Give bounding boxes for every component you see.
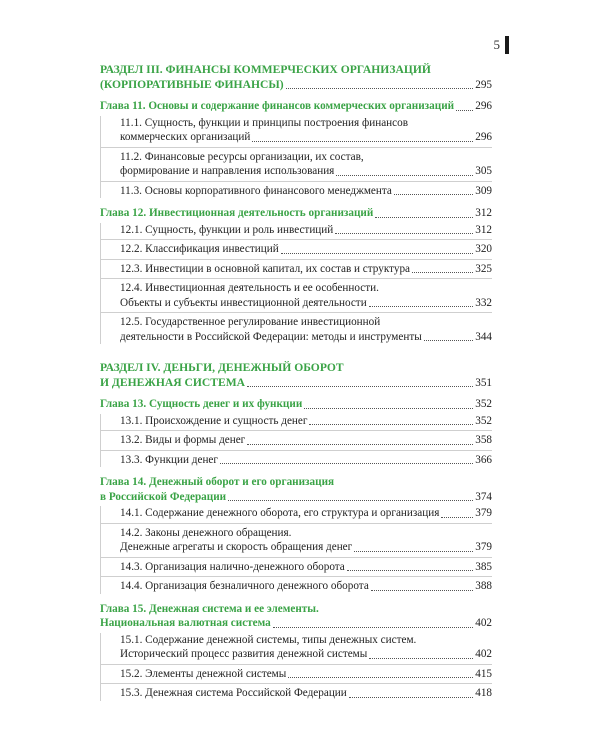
- sub-page-number: 312: [475, 223, 492, 236]
- sub-title-row: [120, 667, 492, 682]
- sub-title-row: [120, 262, 492, 277]
- sub-title-line: 12.5. Государственное регулирование инвестиционной: [120, 316, 381, 328]
- dot-leader: [336, 175, 473, 176]
- chapter-entry[interactable]: [100, 99, 492, 114]
- section-entry[interactable]: [100, 63, 492, 92]
- sub-entry[interactable]: [101, 686, 492, 701]
- dot-leader: [281, 253, 473, 254]
- sub-entry[interactable]: [101, 184, 492, 199]
- subsection-divider: [101, 664, 492, 665]
- dot-leader: [335, 233, 473, 234]
- sub-title-row: [120, 414, 492, 429]
- dot-leader: [424, 340, 473, 341]
- section-page-number: 351: [475, 376, 492, 389]
- sub-entry[interactable]: [101, 453, 492, 468]
- sub-page-number: 352: [475, 414, 492, 427]
- section-title-line: РАЗДЕЛ III. ФИНАНСЫ КОММЕРЧЕСКИХ ОРГАНИЗАЦИЙ: [100, 63, 431, 76]
- chapter-title-line: Глава 12. Инвестиционная деятельность организаций: [100, 207, 374, 219]
- section-title-line: И ДЕНЕЖНАЯ СИСТЕМА: [100, 375, 246, 389]
- dot-leader: [273, 627, 473, 628]
- subsection-divider: [101, 576, 492, 577]
- sub-entry[interactable]: [101, 242, 492, 257]
- dot-leader: [286, 88, 474, 89]
- dot-leader: [354, 551, 473, 552]
- dot-leader: [288, 677, 473, 678]
- chapter-title-line: Глава 15. Денежная система и ее элементы.: [100, 602, 319, 615]
- dot-leader: [309, 424, 473, 425]
- subsection-group: [100, 633, 492, 701]
- sub-title-line: 15.1. Содержание денежной системы, типы денежных систем.: [120, 633, 417, 646]
- subsection-divider: [101, 450, 492, 451]
- sub-title-line: 11.2. Финансовые ресурсы организации, их состав,: [120, 150, 364, 163]
- sub-title-line: 14.2. Законы денежного обращения.: [120, 526, 292, 539]
- sub-entry[interactable]: [101, 262, 492, 277]
- dot-leader: [394, 194, 473, 195]
- dot-leader: [441, 517, 473, 518]
- subsection-divider: [101, 181, 492, 182]
- sub-title-line: 12.3. Инвестиции в основной капитал, их состав и структура: [120, 262, 411, 275]
- subsection-divider: [101, 523, 492, 524]
- chapter-page-number: 402: [475, 617, 492, 629]
- subsection-group: [100, 116, 492, 199]
- sub-entry[interactable]: [101, 633, 492, 662]
- dot-leader: [347, 570, 473, 571]
- chapter-entry[interactable]: [100, 206, 492, 221]
- sub-entry[interactable]: [101, 116, 492, 145]
- chapter-title-line: Глава 13. Сущность денег и их функции: [100, 398, 303, 410]
- sub-title-line: Исторический процесс развития денежной системы: [120, 648, 368, 660]
- sub-title-row: [120, 223, 492, 238]
- sub-page-number: 388: [475, 580, 492, 592]
- sub-title-row: [120, 540, 492, 555]
- sub-entry[interactable]: [101, 150, 492, 179]
- sub-title-line: 12.1. Сущность, функции и роль инвестиций: [120, 223, 334, 236]
- sub-entry[interactable]: [101, 414, 492, 429]
- chapter-page-number: 374: [475, 490, 492, 503]
- dot-leader: [247, 444, 473, 445]
- sub-title-line: 12.4. Инвестиционная деятельность и ее особенности.: [120, 282, 379, 294]
- sub-page-number: 366: [475, 453, 492, 466]
- chapter-title-line: Глава 14. Денежный оборот и его организация: [100, 476, 335, 488]
- subsection-group: [100, 223, 492, 345]
- sub-entry[interactable]: [101, 315, 492, 344]
- chapter-title-line: в Российской Федерации: [100, 490, 227, 503]
- subsection-divider: [101, 147, 492, 148]
- subsection-divider: [101, 430, 492, 431]
- sub-title-row: [120, 433, 492, 448]
- page-number: 5: [493, 37, 500, 52]
- dot-leader: [228, 500, 473, 501]
- chapter-title-row: [100, 99, 492, 114]
- sub-entry[interactable]: [101, 526, 492, 555]
- sub-title-line: коммерческих организаций: [120, 131, 251, 143]
- subsection-divider: [101, 557, 492, 558]
- dot-leader: [247, 386, 473, 387]
- dot-leader: [371, 590, 473, 591]
- sub-entry[interactable]: [101, 223, 492, 238]
- chapter-title-row: [100, 616, 492, 631]
- section-title-row: [100, 376, 492, 391]
- sub-title-line: формирование и направления использования: [120, 165, 335, 177]
- sub-title-line: деятельности в Российской Федерации: методы и инструменты: [120, 330, 422, 343]
- chapter-title-row: [100, 490, 492, 505]
- chapter-title-row: [100, 397, 492, 412]
- sub-page-number: 325: [475, 262, 492, 275]
- subsection-group: [100, 506, 492, 594]
- sub-title-line: Объекты и субъекты инвестиционной деятельности: [120, 296, 367, 309]
- sub-title-line: 15.3. Денежная система Российской Федерации: [120, 687, 347, 699]
- sub-page-number: 296: [475, 131, 492, 143]
- sub-title-line: 14.4. Организация безналичного денежного оборота: [120, 580, 369, 592]
- sub-title-row: [120, 453, 492, 468]
- sub-page-number: 305: [475, 165, 492, 177]
- section-title-row: [100, 78, 492, 93]
- sub-page-number: 402: [475, 648, 492, 660]
- chapter-title-line: Национальная валютная система: [100, 617, 271, 629]
- sub-title-row: [120, 242, 492, 257]
- sub-page-number: 320: [475, 243, 492, 255]
- chapter-entry[interactable]: [100, 475, 492, 504]
- sub-title-row: [120, 647, 492, 662]
- sub-title-row: [120, 686, 492, 701]
- sub-page-number: 379: [475, 541, 492, 553]
- table-of-contents: [100, 63, 492, 709]
- chapter-entry[interactable]: [100, 397, 492, 412]
- chapter-title-row: [100, 206, 492, 221]
- sub-title-line: 14.3. Организация налично-денежного оборота: [120, 560, 345, 573]
- dot-leader: [369, 306, 474, 307]
- subsection-divider: [101, 312, 492, 313]
- sub-title-row: [120, 164, 492, 179]
- chapter-entry[interactable]: [100, 602, 492, 631]
- sub-page-number: 415: [475, 667, 492, 680]
- section-page-number: 295: [475, 78, 492, 91]
- sub-entry[interactable]: [101, 667, 492, 682]
- chapter-page-number: 312: [475, 207, 492, 219]
- dot-leader: [456, 110, 473, 111]
- sub-page-number: 332: [475, 296, 492, 309]
- sub-title-row: [120, 130, 492, 145]
- sub-title-row: [120, 560, 492, 575]
- sub-page-number: 379: [475, 507, 492, 519]
- subsection-divider: [101, 683, 492, 684]
- sub-title-line: 13.2. Виды и формы денег: [120, 434, 246, 446]
- sub-page-number: 358: [475, 434, 492, 446]
- dot-leader: [220, 463, 473, 464]
- section-entry[interactable]: [100, 361, 492, 390]
- subsection-divider: [101, 278, 492, 279]
- sub-page-number: 309: [475, 184, 492, 197]
- chapter-page-number: 296: [475, 100, 492, 112]
- sub-title-row: [120, 296, 492, 311]
- dot-leader: [252, 141, 473, 142]
- subsection-divider: [101, 259, 492, 260]
- section-gap: [100, 352, 492, 361]
- sub-title-row: [120, 506, 492, 521]
- sub-title-row: [120, 330, 492, 345]
- chapter-title-line: Глава 11. Основы и содержание финансов коммерческих организаций: [100, 100, 455, 112]
- sub-title-line: 13.1. Происхождение и сущность денег: [120, 414, 308, 427]
- sub-entry[interactable]: [101, 560, 492, 575]
- section-title-line: РАЗДЕЛ IV. ДЕНЬГИ, ДЕНЕЖНЫЙ ОБОРОТ: [100, 361, 344, 374]
- sub-entry[interactable]: [101, 281, 492, 310]
- chapter-page-number: 352: [475, 398, 492, 410]
- dot-leader: [375, 217, 473, 218]
- dot-leader: [304, 408, 473, 409]
- dot-leader: [412, 272, 473, 273]
- sub-title-line: 15.2. Элементы денежной системы: [120, 667, 287, 680]
- section-title-line: (КОРПОРАТИВНЫЕ ФИНАНСЫ): [100, 77, 284, 91]
- sub-page-number: 385: [475, 560, 492, 573]
- subsection-group: [100, 414, 492, 468]
- subsection-divider: [101, 239, 492, 240]
- page-marker-bar: [505, 36, 509, 54]
- dot-leader: [369, 658, 473, 659]
- sub-page-number: 418: [475, 687, 492, 699]
- sub-title-line: 14.1. Содержание денежного оборота, его структура и организация: [120, 507, 440, 519]
- sub-title-row: [120, 579, 492, 594]
- sub-entry[interactable]: [101, 579, 492, 594]
- dot-leader: [349, 697, 473, 698]
- sub-title-line: 11.3. Основы корпоративного финансового менеджмента: [120, 184, 392, 197]
- sub-entry[interactable]: [101, 433, 492, 448]
- sub-entry[interactable]: [101, 506, 492, 521]
- sub-page-number: 344: [475, 330, 492, 343]
- sub-title-line: Денежные агрегаты и скорость обращения денег: [120, 541, 353, 553]
- sub-title-row: [120, 184, 492, 199]
- sub-title-line: 11.1. Сущность, функции и принципы построения финансов: [120, 116, 408, 129]
- sub-title-line: 13.3. Функции денег: [120, 453, 218, 466]
- sub-title-line: 12.2. Классификация инвестиций: [120, 243, 279, 255]
